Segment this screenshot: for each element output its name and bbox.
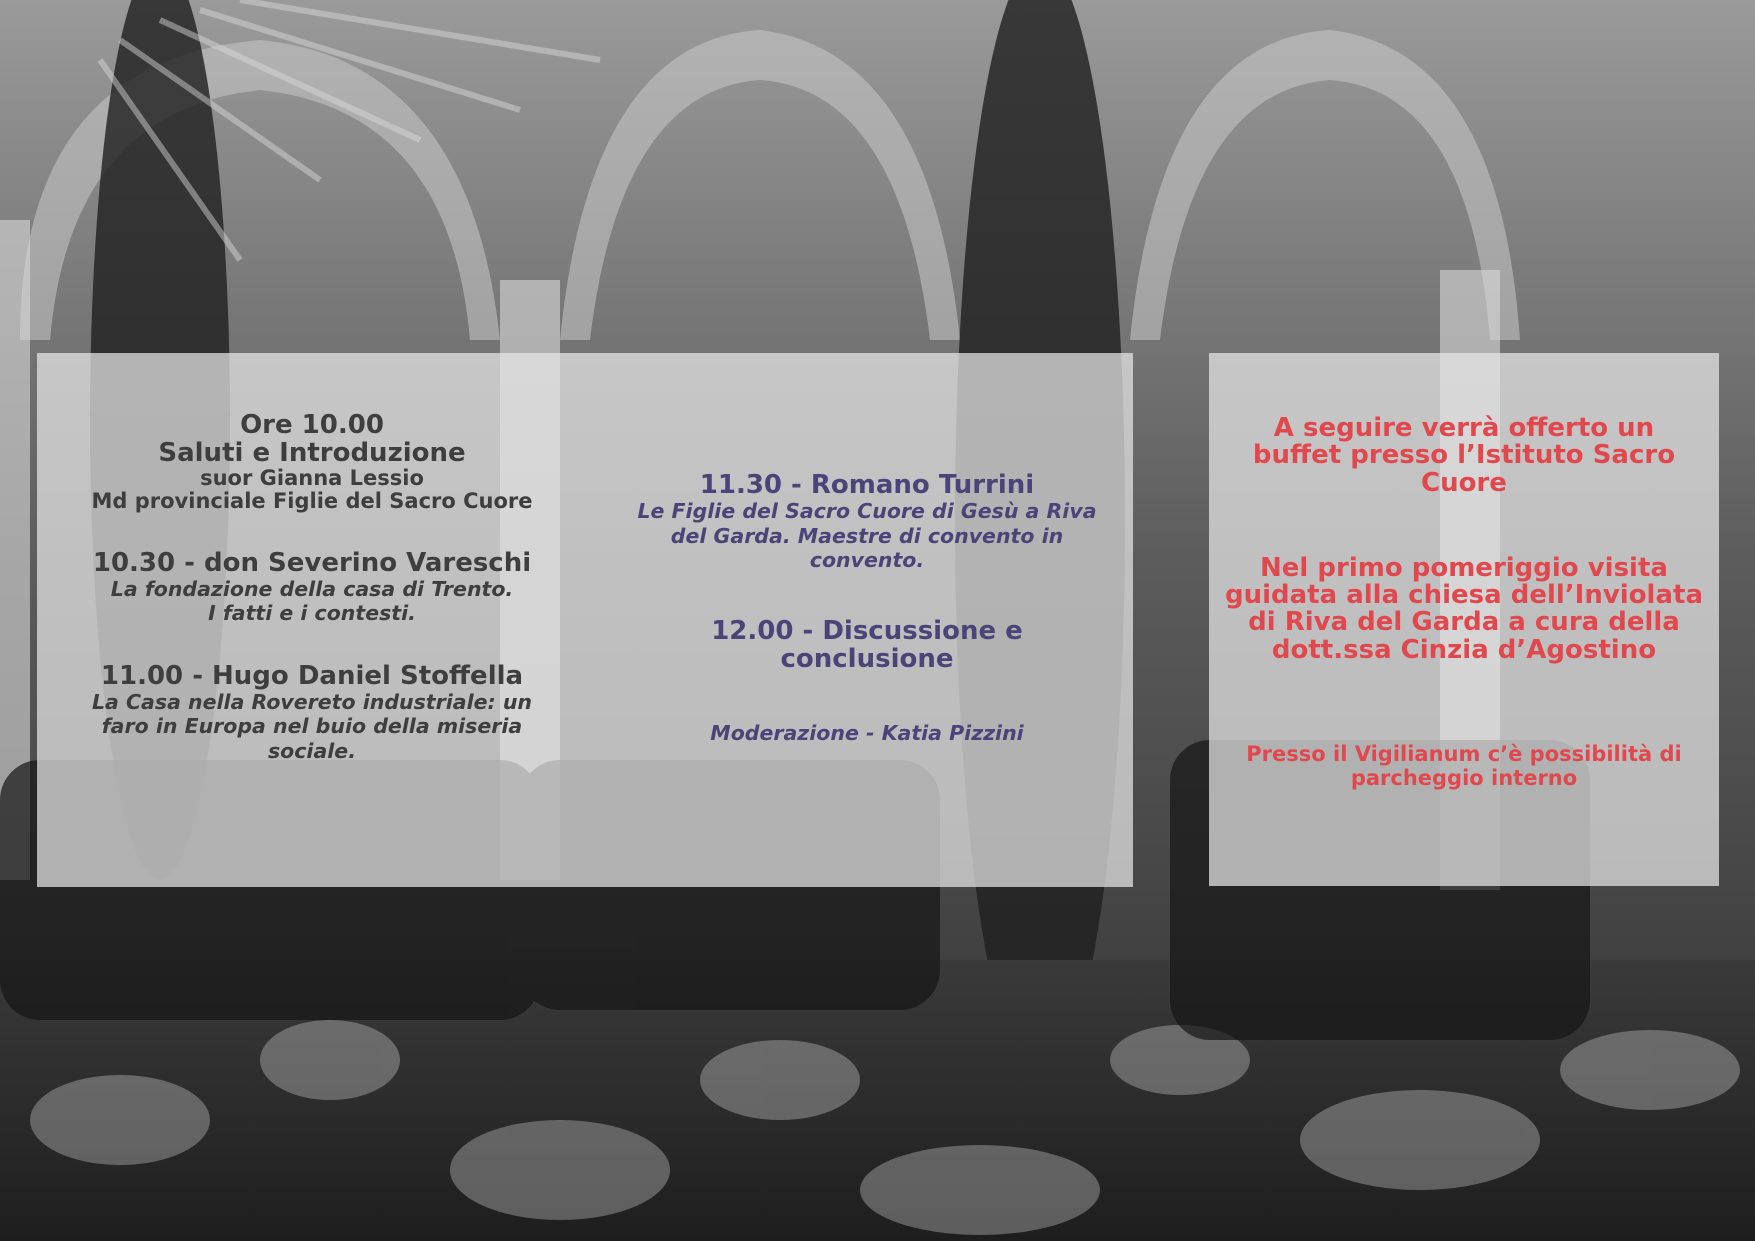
info-panel	[1209, 353, 1719, 886]
visit-line4: dott.ssa Cinzia d’Agostino	[1271, 634, 1657, 665]
moderation-text: Moderazione - Katia Pizzini	[710, 721, 1024, 746]
parking-line1: Presso il Vigilianum c’è possibilità di	[1246, 742, 1682, 767]
visit-line2: guidata alla chiesa dell’Inviolata	[1224, 580, 1703, 611]
talk1-subtitle-line1: La fondazione della casa di Trento.	[110, 576, 514, 601]
program-panel	[37, 353, 1133, 887]
opening-time: Ore 10.00	[240, 410, 384, 440]
opening-speaker: suor Gianna Lessio	[200, 466, 424, 491]
buffet-line1: A seguire verrà offerto un	[1273, 413, 1655, 443]
talk2-subtitle-line1: La Casa nella Rovereto industriale: un	[91, 689, 533, 714]
program-column-left	[37, 411, 587, 764]
buffet-line3: Cuore	[1421, 467, 1507, 498]
talk2-subtitle-line3: sociale.	[267, 739, 357, 764]
closing-line1: 12.00 - Discussione e	[711, 615, 1023, 646]
opening-title: Saluti e Introduzione	[158, 438, 466, 469]
visit-line3: di Riva del Garda a cura della	[1248, 607, 1680, 638]
talk1-subtitle-line2: I fatti e i contesti.	[208, 601, 416, 626]
program-column-middle	[607, 471, 1127, 746]
talk3-heading: 11.30 - Romano Turrini	[699, 470, 1035, 500]
talk3-subtitle-line2: del Garda. Maestre di convento in	[670, 523, 1064, 548]
parking-line2: parcheggio interno	[1350, 766, 1578, 791]
talk2-subtitle-line2: faro in Europa nel buio della miseria	[101, 714, 523, 739]
buffet-line2: buffet presso l’Istituto Sacro	[1252, 440, 1676, 471]
talk3-subtitle-line1: Le Figlie del Sacro Cuore di Gesù a Riva	[637, 499, 1097, 524]
talk3-subtitle-line3: convento.	[809, 548, 925, 573]
closing-line2: conclusione	[780, 643, 954, 674]
info-column	[1209, 415, 1719, 790]
opening-role: Md provinciale Figlie del Sacro Cuore	[91, 488, 533, 513]
talk2-heading: 11.00 - Hugo Daniel Stoffella	[100, 660, 524, 691]
visit-line1: Nel primo pomeriggio visita	[1260, 552, 1668, 583]
talk1-heading: 10.30 - don Severino Vareschi	[92, 547, 532, 578]
